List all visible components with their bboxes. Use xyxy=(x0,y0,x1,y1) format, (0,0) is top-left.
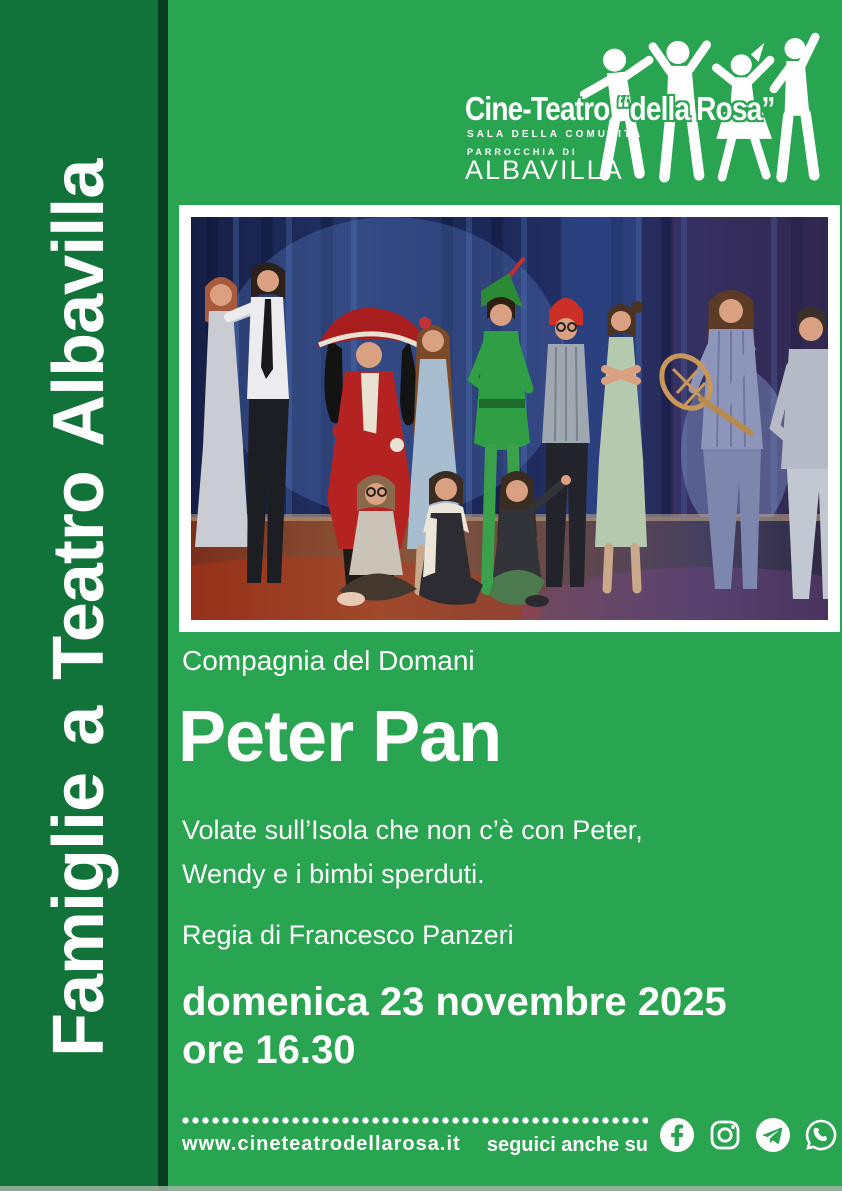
theater-logo xyxy=(445,28,830,200)
banner-divider xyxy=(158,0,168,1191)
whatsapp-icon[interactable] xyxy=(802,1116,840,1154)
director-credit: Regia di Francesco Panzeri xyxy=(182,920,514,950)
show-description xyxy=(182,808,643,896)
show-description-line2: Wendy e i bimbi sperduti. xyxy=(182,859,485,889)
event-datetime xyxy=(182,978,727,1074)
parish-name: ALBAVILLA xyxy=(465,155,624,185)
event-date: domenica 23 novembre 2025 xyxy=(182,980,727,1024)
logo-subtitle: SALA DELLA COMUNITÀ xyxy=(467,129,644,140)
dotted-separator xyxy=(182,1117,648,1125)
logo-title: Cine-Teatro “della Rosa” xyxy=(465,90,775,127)
photo-frame xyxy=(179,205,840,632)
telegram-icon[interactable] xyxy=(754,1116,792,1154)
event-time: ore 16.30 xyxy=(182,1028,356,1072)
show-title: Peter Pan xyxy=(178,697,502,777)
show-description-line1: Volate sull’Isola che non c’è con Peter, xyxy=(182,815,643,845)
banner-vertical-text: Famiglie a Teatro Albavilla xyxy=(39,159,119,1057)
bottom-edge-strip xyxy=(0,1186,842,1191)
parish-label: PARROCCHIA DI xyxy=(467,147,578,157)
cast-photo xyxy=(191,217,828,620)
follow-text: seguici anche su xyxy=(486,1134,648,1156)
social-icons xyxy=(658,1116,840,1154)
facebook-icon[interactable] xyxy=(658,1116,696,1154)
company-name: Compagnia del Domani xyxy=(182,645,475,676)
instagram-icon[interactable] xyxy=(706,1116,744,1154)
website-link[interactable]: www.cineteatrodellarosa.it xyxy=(182,1133,461,1155)
